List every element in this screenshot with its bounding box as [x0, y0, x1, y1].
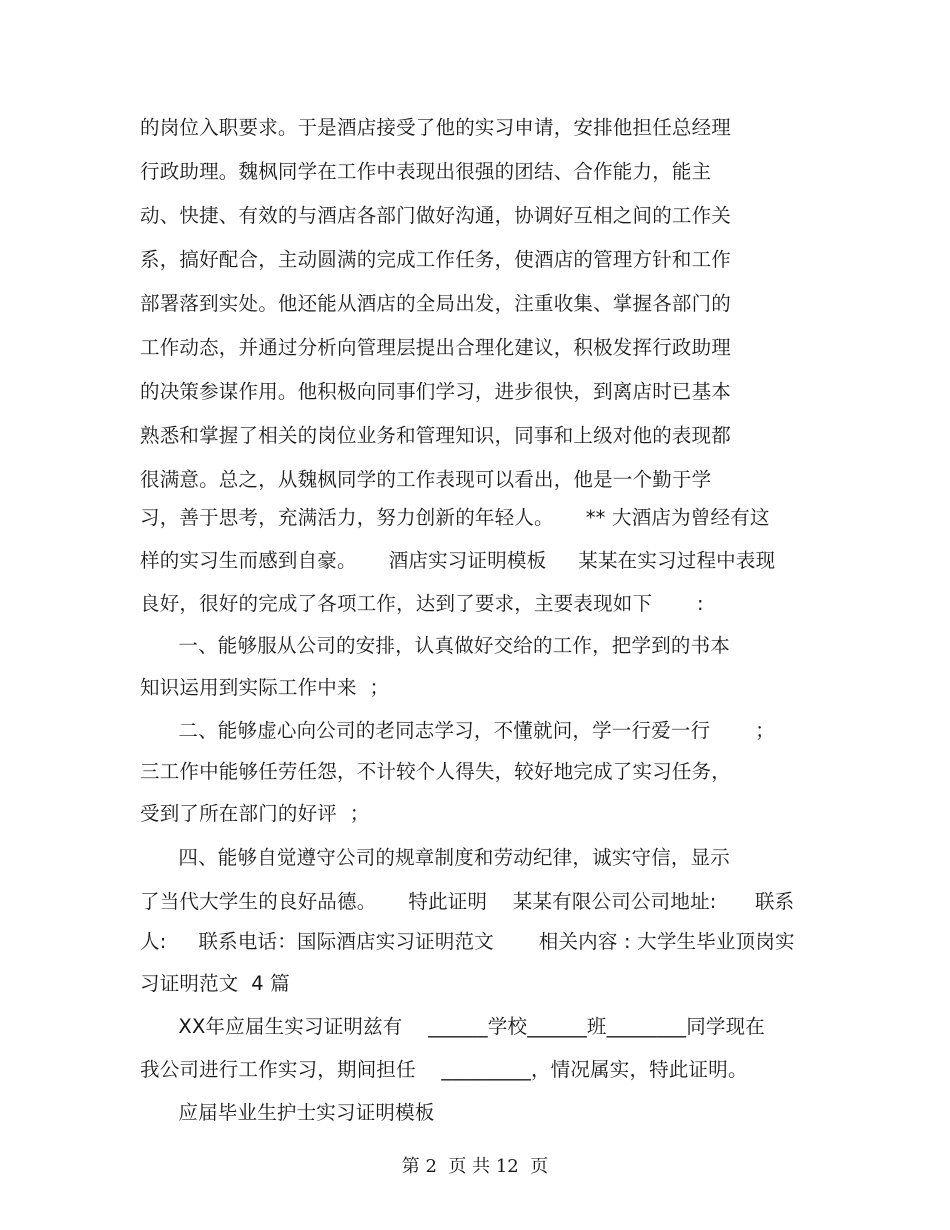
- body-text-line: 受到了所在部门的好评 ；: [140, 802, 370, 825]
- body-text-line: 一、能够服从公司的安排，认真做好交给的工作，把学到的书本: [140, 634, 730, 657]
- body-text-line: 的岗位入职要求。于是酒店接受了他的实习申请，安排他担任总经理: [140, 116, 732, 139]
- body-text-line: 工作动态，并通过分析向管理层提出合理化建议，积极发挥行政助理: [140, 336, 732, 359]
- body-text-line: 很满意。总之，从魏枫同学的工作表现可以看出，他是一个勤于学: [140, 468, 712, 491]
- page-footer: 第 2 页 共 12 页: [401, 1156, 549, 1177]
- body-text-line: XX年应届生实习证明兹有 ______学校______班________同学现在: [140, 1015, 766, 1038]
- body-text-line: 三工作中能够任劳任怨，不计较个人得失，较好地完成了实习任务，: [140, 760, 732, 783]
- body-text-line: 应届毕业生护士实习证明模板: [140, 1101, 435, 1124]
- body-text-line: 样的实习生而感到自豪。 酒店实习证明模板 某某在实习过程中表现: [140, 549, 776, 572]
- body-text-line: 系，搞好配合，主动圆满的完成工作任务，使酒店的管理方针和工作: [140, 248, 732, 271]
- body-text-line: 了当代大学生的良好品德。 特此证明 某某有限公司公司地址: 联系: [140, 890, 795, 913]
- body-text-line: 行政助理。魏枫同学在工作中表现出很强的团结、合作能力，能主: [140, 160, 712, 183]
- body-text-line: 四、能够自觉遵守公司的规章制度和劳动纪律，诚实守信，显示: [140, 846, 730, 869]
- body-text-line: 熟悉和掌握了相关的岗位业务和管理知识，同事和上级对他的表现都: [140, 424, 732, 447]
- body-text-line: 习证明范文 4 篇: [140, 972, 291, 995]
- body-text-line: 知识运用到实际工作中来 ；: [140, 676, 390, 699]
- body-text-line: 动、快捷、有效的与酒店各部门做好沟通，协调好互相之间的工作关: [140, 204, 732, 227]
- body-text-line: 我公司进行工作实习，期间担任 _________，情况属实，特此证明。: [140, 1058, 748, 1081]
- body-text-line: 良好，很好的完成了各项工作，达到了要求，主要表现如下 :: [140, 592, 704, 615]
- body-text-line: 部署落到实处。他还能从酒店的全局出发，注重收集、掌握各部门的: [140, 292, 732, 315]
- body-text-line: 习，善于思考，充满活力，努力创新的年轻人。 ** 大酒店为曾经有这: [140, 506, 770, 529]
- body-text-line: 的决策参谋作用。他积极向同事们学习，进步很快，到离店时已基本: [140, 380, 732, 403]
- body-text-line: 人: 联系电话：国际酒店实习证明范文 相关内容 : 大学生毕业顶岗实: [140, 930, 795, 953]
- body-text-line: 二、能够虚心向公司的老同志学习，不懂就问，学一行爱一行 ；: [140, 719, 775, 742]
